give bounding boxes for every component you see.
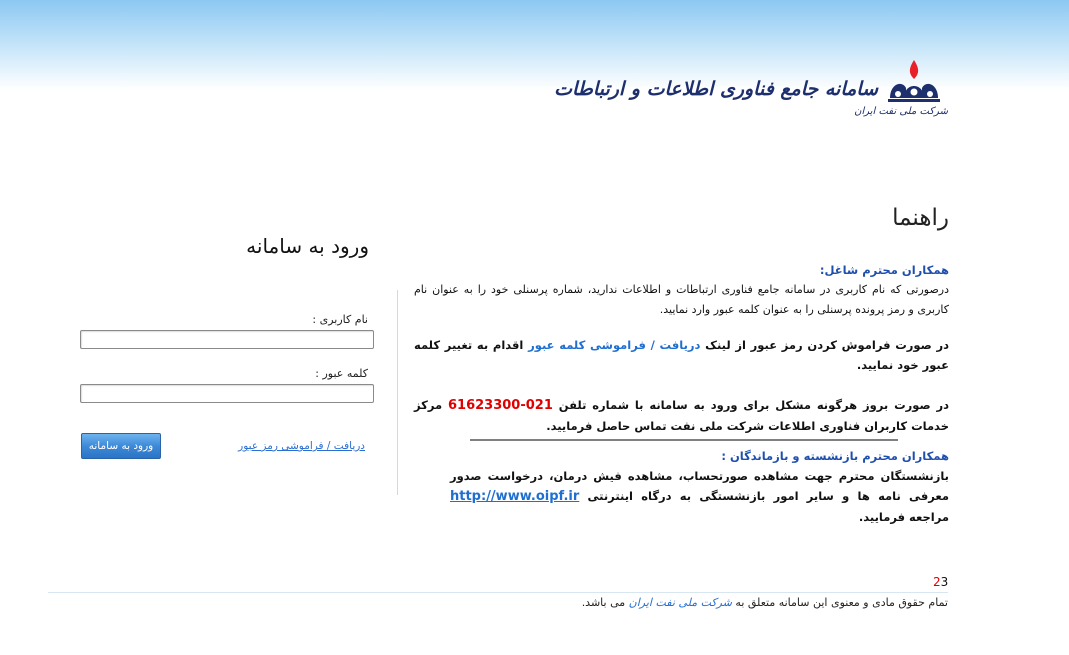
retirees-text-end: مراجعه فرمایید. <box>858 510 949 524</box>
header-title: سامانه جامع فناوری اطلاعات و ارتباطات <box>554 78 878 100</box>
copyright-text <box>582 596 948 609</box>
forgot-block <box>414 335 949 375</box>
help-title: راهنما <box>892 205 949 231</box>
oipf-link[interactable]: http://www.oipf.ir <box>450 489 580 504</box>
visit-counter <box>933 575 948 589</box>
help-divider <box>470 439 898 441</box>
login-title: ورود به سامانه <box>246 234 369 258</box>
retirees-text-start: بازنشستگان محترم جهت مشاهده صورتحساب، مشاهده فیش درمان، درخواست صدور معرفی نامه ها و سایر امور بازنشستگی به درگاه اینترنتی <box>450 469 949 503</box>
retirees-block <box>414 446 949 527</box>
header-logo <box>554 58 950 130</box>
forgot-text-end: اقدام به تغییر کلمه عبور خود نمایید. <box>414 338 949 372</box>
forgot-text-start: در صورت فراموش کردن رمز عبور از لینک <box>705 338 949 352</box>
copyright-start: تمام حقوق مادی و معنوی این سامانه متعلق به <box>735 596 948 609</box>
column-separator <box>397 290 398 495</box>
copyright-end: می باشد. <box>581 596 626 609</box>
employees-block <box>414 260 949 320</box>
footer-divider <box>48 592 948 593</box>
counter-black-digit: 3 <box>940 575 949 589</box>
employees-heading: همکاران محترم شاغل: <box>819 263 949 277</box>
support-text-start: در صورت بروز هرگونه مشکل برای ورود به سامانه با شماره تلفن <box>558 398 949 412</box>
support-text-end: مرکز خدمات کاربران فناوری اطلاعات شرکت ملی نفت تماس حاصل فرمایید. <box>414 398 949 433</box>
retirees-heading: همکاران محترم بازنشسته و بازماندگان : <box>721 449 949 463</box>
forgot-password-help-link[interactable]: دریافت / فراموشی کلمه عبور <box>528 338 701 352</box>
retirees-body <box>414 466 949 527</box>
password-label: کلمه عبور : <box>315 367 368 380</box>
counter-red-digit: 2 <box>933 575 941 589</box>
header-subtitle: شرکت ملی نفت ایران <box>854 106 948 117</box>
support-block <box>414 395 949 436</box>
password-input[interactable] <box>80 384 374 403</box>
nioc-emblem-icon <box>882 58 946 108</box>
login-button[interactable]: ورود به سامانه <box>81 433 161 459</box>
copyright-company: شرکت ملی نفت ایران <box>628 596 732 609</box>
employees-text: درصورتی که نام کاربری در سامانه جامع فناوری ارتباطات و اطلاعات ندارید، شماره پرسنلی خود را به عنوان نام کاربری و رمز پرونده پرسنلی را به عنوان کلمه عبور وارد نمایید. <box>414 283 949 316</box>
forgot-password-link[interactable]: دریافت / فراموشی رمز عبور <box>238 440 365 452</box>
username-label: نام کاربری : <box>312 313 368 326</box>
username-input[interactable] <box>80 330 374 349</box>
support-phone: 021-61623300 <box>447 398 553 413</box>
